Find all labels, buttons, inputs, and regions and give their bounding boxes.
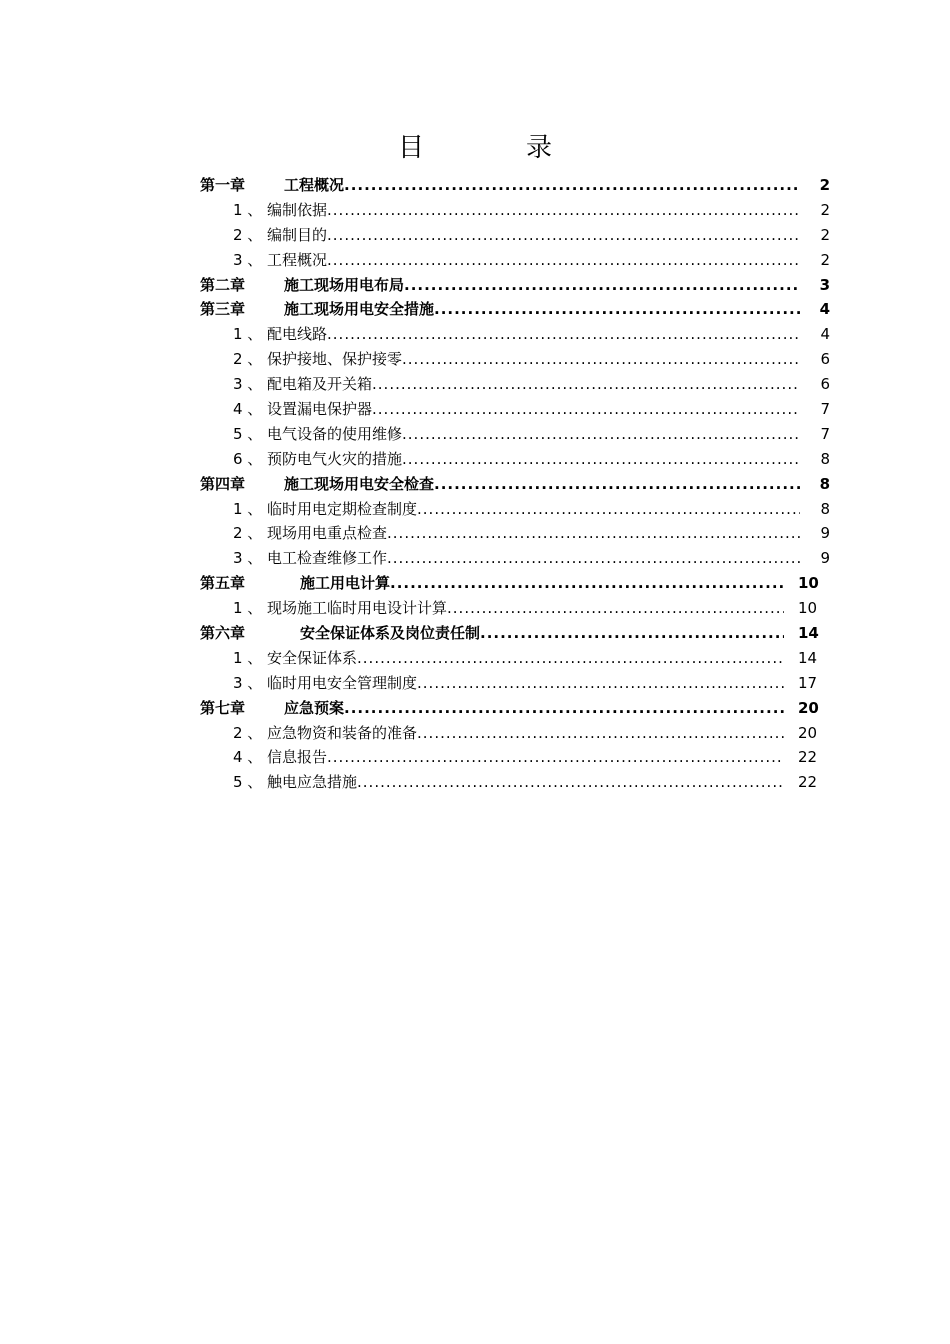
page-number: 2 bbox=[820, 225, 830, 244]
section-title: 现场施工临时用电设计计算 bbox=[267, 599, 448, 618]
section-title: 配电箱及开关箱 bbox=[267, 375, 373, 394]
section-title: 配电线路 bbox=[267, 325, 328, 344]
section-title: 编制目的 bbox=[267, 225, 328, 244]
toc-section[interactable] bbox=[200, 671, 830, 696]
page-number: 14 bbox=[798, 648, 818, 667]
section-number: 5 、 bbox=[233, 773, 263, 792]
page-number: 9 bbox=[820, 549, 830, 568]
leader-dots bbox=[327, 223, 800, 248]
section-title: 预防电气火灾的措施 bbox=[267, 449, 403, 468]
toc-section[interactable] bbox=[200, 546, 830, 571]
section-number: 2 、 bbox=[233, 723, 263, 742]
toc-section[interactable] bbox=[200, 521, 830, 546]
section-number: 6 、 bbox=[233, 449, 263, 468]
chapter-number: 第五章 bbox=[200, 574, 246, 593]
section-title: 保护接地、保护接零 bbox=[267, 350, 403, 369]
leader-dots bbox=[387, 546, 800, 571]
toc-section[interactable] bbox=[200, 372, 830, 397]
toc-chapter-1[interactable] bbox=[200, 173, 830, 198]
page-number: 2 bbox=[820, 200, 830, 219]
page-number: 22 bbox=[798, 773, 818, 792]
chapter-title: 施工现场用电安全检查 bbox=[284, 474, 435, 493]
leader-dots bbox=[327, 745, 784, 770]
leader-dots bbox=[344, 696, 784, 721]
section-title: 临时用电定期检查制度 bbox=[267, 499, 418, 518]
page-number: 8 bbox=[819, 474, 830, 493]
leader-dots bbox=[327, 198, 800, 223]
chapter-number: 第二章 bbox=[200, 275, 246, 294]
page-number: 20 bbox=[798, 698, 819, 717]
section-title: 信息报告 bbox=[267, 748, 328, 767]
leader-dots bbox=[390, 571, 784, 596]
page-number: 7 bbox=[820, 424, 830, 443]
leader-dots bbox=[404, 273, 800, 298]
chapter-number: 第七章 bbox=[200, 698, 246, 717]
page-number: 8 bbox=[820, 449, 830, 468]
toc-chapter-6[interactable] bbox=[200, 621, 830, 646]
page-number: 9 bbox=[820, 524, 830, 543]
section-number: 2 、 bbox=[233, 524, 263, 543]
toc-section[interactable] bbox=[200, 447, 830, 472]
chapter-title: 施工现场用电布局 bbox=[284, 275, 405, 294]
section-title: 应急物资和装备的准备 bbox=[267, 723, 418, 742]
chapter-title: 安全保证体系及岗位责任制 bbox=[300, 624, 481, 643]
chapter-title: 施工现场用电安全措施 bbox=[284, 300, 435, 319]
section-number: 4 、 bbox=[233, 400, 263, 419]
toc-section[interactable] bbox=[200, 596, 830, 621]
chapter-number: 第三章 bbox=[200, 300, 246, 319]
section-title: 电气设备的使用维修 bbox=[267, 424, 403, 443]
section-number: 1 、 bbox=[233, 200, 263, 219]
page-number: 4 bbox=[819, 300, 830, 319]
section-title: 触电应急措施 bbox=[267, 773, 358, 792]
section-number: 3 、 bbox=[233, 250, 263, 269]
section-number: 5 、 bbox=[233, 424, 263, 443]
page-number: 17 bbox=[798, 673, 818, 692]
leader-dots bbox=[357, 646, 784, 671]
toc-title: 目 录 bbox=[397, 133, 590, 163]
toc-section[interactable] bbox=[200, 322, 830, 347]
toc-section[interactable] bbox=[200, 646, 830, 671]
section-number: 1 、 bbox=[233, 599, 263, 618]
section-title: 设置漏电保护器 bbox=[267, 400, 373, 419]
leader-dots bbox=[434, 297, 800, 322]
toc-section[interactable] bbox=[200, 497, 830, 522]
toc-section[interactable] bbox=[200, 347, 830, 372]
toc-chapter-5[interactable] bbox=[200, 571, 830, 596]
section-number: 3 、 bbox=[233, 549, 263, 568]
leader-dots bbox=[417, 671, 784, 696]
section-number: 4 、 bbox=[233, 748, 263, 767]
chapter-number: 第四章 bbox=[200, 474, 246, 493]
page-number: 6 bbox=[820, 375, 830, 394]
chapter-title: 应急预案 bbox=[284, 698, 345, 717]
toc-chapter-3[interactable] bbox=[200, 297, 830, 322]
chapter-title: 施工用电计算 bbox=[300, 574, 391, 593]
section-number: 2 、 bbox=[233, 350, 263, 369]
section-number: 2 、 bbox=[233, 225, 263, 244]
chapter-number: 第六章 bbox=[200, 624, 246, 643]
page-number: 3 bbox=[819, 275, 830, 294]
leader-dots bbox=[402, 347, 800, 372]
leader-dots bbox=[417, 497, 800, 522]
page-number: 2 bbox=[819, 176, 830, 194]
toc-chapter-2[interactable] bbox=[200, 273, 830, 298]
page-number: 22 bbox=[798, 748, 818, 767]
leader-dots bbox=[357, 770, 784, 795]
page-number: 2 bbox=[820, 250, 830, 269]
page-number: 14 bbox=[798, 624, 819, 643]
section-title: 工程概况 bbox=[267, 250, 328, 269]
chapter-number: 第一章 bbox=[200, 176, 246, 194]
leader-dots bbox=[402, 447, 800, 472]
leader-dots bbox=[344, 173, 800, 198]
leader-dots bbox=[387, 521, 800, 546]
section-title: 电工检查维修工作 bbox=[267, 549, 388, 568]
section-title: 安全保证体系 bbox=[267, 648, 358, 667]
toc-section[interactable] bbox=[200, 248, 830, 273]
section-number: 1 、 bbox=[233, 499, 263, 518]
leader-dots bbox=[372, 397, 800, 422]
section-number: 1 、 bbox=[233, 325, 263, 344]
toc-section[interactable] bbox=[200, 198, 830, 223]
leader-dots bbox=[327, 248, 800, 273]
leader-dots bbox=[480, 621, 784, 646]
leader-dots bbox=[417, 721, 784, 746]
table-of-contents bbox=[200, 173, 830, 795]
page-number: 8 bbox=[820, 499, 830, 518]
section-number: 3 、 bbox=[233, 673, 263, 692]
chapter-title: 工程概况 bbox=[284, 176, 345, 194]
toc-section[interactable] bbox=[200, 422, 830, 447]
leader-dots bbox=[327, 322, 800, 347]
leader-dots bbox=[434, 472, 800, 497]
page-number: 10 bbox=[798, 599, 818, 618]
leader-dots bbox=[447, 596, 784, 621]
toc-section[interactable] bbox=[200, 223, 830, 248]
section-number: 1 、 bbox=[233, 648, 263, 667]
leader-dots bbox=[372, 372, 800, 397]
page-number: 10 bbox=[798, 574, 819, 593]
page-number: 7 bbox=[820, 400, 830, 419]
leader-dots bbox=[402, 422, 800, 447]
toc-section[interactable] bbox=[200, 397, 830, 422]
section-title: 临时用电安全管理制度 bbox=[267, 673, 418, 692]
page-number: 6 bbox=[820, 350, 830, 369]
toc-section[interactable] bbox=[200, 770, 830, 795]
toc-chapter-7[interactable] bbox=[200, 696, 830, 721]
section-number: 3 、 bbox=[233, 375, 263, 394]
toc-section[interactable] bbox=[200, 745, 830, 770]
section-title: 现场用电重点检查 bbox=[267, 524, 388, 543]
page-number: 20 bbox=[798, 723, 818, 742]
toc-chapter-4[interactable] bbox=[200, 472, 830, 497]
page-number: 4 bbox=[820, 325, 830, 344]
section-title: 编制依据 bbox=[267, 200, 328, 219]
toc-section[interactable] bbox=[200, 721, 830, 746]
